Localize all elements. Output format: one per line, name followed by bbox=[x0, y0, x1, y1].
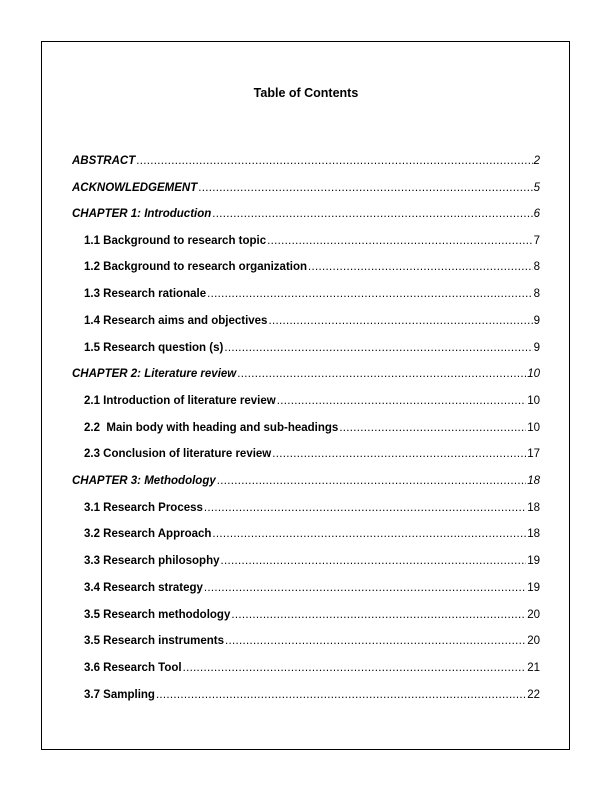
toc-entry-label: CHAPTER 2: Literature review bbox=[72, 368, 237, 380]
toc-entry-page: 10 bbox=[527, 368, 540, 380]
dot-leader bbox=[204, 581, 526, 595]
dot-leader bbox=[198, 181, 532, 195]
toc-entry-label: 1.4 Research aims and objectives bbox=[84, 315, 268, 327]
toc-entry-3-5-methodology[interactable] bbox=[84, 608, 540, 622]
toc-entry-label: 1.2 Background to research organization bbox=[84, 261, 308, 273]
toc-title: Table of Contents bbox=[253, 86, 359, 100]
toc-entry-1-1[interactable] bbox=[84, 234, 540, 248]
toc-entry-label: 2.2 Main body with heading and sub-headings bbox=[84, 422, 339, 434]
toc-entry-3-5-instruments[interactable] bbox=[84, 634, 540, 648]
toc-entry-page: 9 bbox=[533, 315, 540, 327]
dot-leader bbox=[277, 394, 526, 408]
toc-entry-label: 1.1 Background to research topic bbox=[84, 235, 267, 247]
toc-entry-page: 18 bbox=[527, 475, 540, 487]
toc-entry-label: 3.5 Research methodology bbox=[84, 609, 231, 621]
toc-entry-label: CHAPTER 1: Introduction bbox=[72, 208, 212, 220]
toc-entry-page: 8 bbox=[533, 288, 540, 300]
dot-leader bbox=[224, 341, 532, 355]
toc-entry-3-2[interactable] bbox=[84, 527, 540, 541]
toc-entry-label: 3.6 Research Tool bbox=[84, 662, 182, 674]
toc-entry-page: 19 bbox=[527, 555, 540, 567]
toc-entry-chapter-3[interactable] bbox=[72, 474, 540, 488]
toc-entry-page: 22 bbox=[527, 689, 540, 701]
toc-entry-label: CHAPTER 3: Methodology bbox=[72, 475, 216, 487]
toc-entry-1-2[interactable] bbox=[84, 260, 540, 274]
toc-entry-label: 3.4 Research strategy bbox=[84, 582, 203, 594]
toc-entry-label: ACKNOWLEDGEMENT bbox=[72, 182, 198, 194]
dot-leader bbox=[225, 634, 526, 648]
dot-leader bbox=[136, 154, 532, 168]
toc-entry-2-1[interactable] bbox=[84, 394, 540, 408]
toc-entry-page: 20 bbox=[527, 609, 540, 621]
toc-entry-label: 3.1 Research Process bbox=[84, 502, 203, 514]
dot-leader bbox=[217, 474, 526, 488]
toc-entry-page: 17 bbox=[527, 448, 540, 460]
toc-entry-page: 18 bbox=[527, 502, 540, 514]
toc-entry-label: 3.2 Research Approach bbox=[84, 528, 212, 540]
toc-entry-label: 2.1 Introduction of literature review bbox=[84, 395, 276, 407]
toc-entry-page: 21 bbox=[527, 662, 540, 674]
toc-entry-1-5[interactable] bbox=[84, 341, 540, 355]
toc-entry-3-1[interactable] bbox=[84, 501, 540, 515]
dot-leader bbox=[156, 688, 526, 702]
toc-entry-page: 19 bbox=[527, 582, 540, 594]
toc-entry-page: 10 bbox=[527, 422, 540, 434]
toc-entry-3-3[interactable] bbox=[84, 554, 540, 568]
toc-entry-label: ABSTRACT bbox=[72, 155, 136, 167]
toc-entry-page: 6 bbox=[533, 208, 540, 220]
dot-leader bbox=[221, 554, 527, 568]
dot-leader bbox=[231, 608, 526, 622]
toc-entry-2-3[interactable] bbox=[84, 447, 540, 461]
dot-leader bbox=[212, 527, 526, 541]
toc-entry-1-3[interactable] bbox=[84, 287, 540, 301]
toc-entry-1-4[interactable] bbox=[84, 314, 540, 328]
toc-entry-label: 3.7 Sampling bbox=[84, 689, 155, 701]
toc-entry-label: 3.3 Research philosophy bbox=[84, 555, 220, 567]
toc-entry-label: 2.3 Conclusion of literature review bbox=[84, 448, 272, 460]
dot-leader bbox=[308, 260, 533, 274]
toc-entry-chapter-1[interactable] bbox=[72, 207, 540, 221]
dot-leader bbox=[204, 501, 526, 515]
toc-entry-page: 2 bbox=[533, 155, 540, 167]
toc-entry-page: 18 bbox=[527, 528, 540, 540]
dot-leader bbox=[268, 314, 532, 328]
toc-entry-page: 20 bbox=[527, 635, 540, 647]
toc-entry-chapter-2[interactable] bbox=[72, 367, 540, 381]
toc-entry-acknowledgement[interactable] bbox=[72, 181, 540, 195]
dot-leader bbox=[207, 287, 533, 301]
dot-leader bbox=[272, 447, 526, 461]
dot-leader bbox=[237, 367, 526, 381]
toc-entry-page: 8 bbox=[533, 261, 540, 273]
dot-leader bbox=[183, 661, 527, 675]
toc-entry-3-4[interactable] bbox=[84, 581, 540, 595]
toc-entry-page: 7 bbox=[533, 235, 540, 247]
toc-entry-3-7[interactable] bbox=[84, 688, 540, 702]
dot-leader bbox=[267, 234, 532, 248]
toc-entry-page: 9 bbox=[533, 342, 540, 354]
toc-entry-page: 5 bbox=[533, 182, 540, 194]
toc-entry-label: 3.5 Research instruments bbox=[84, 635, 224, 647]
dot-leader bbox=[339, 421, 526, 435]
dot-leader bbox=[212, 207, 532, 221]
toc-entry-2-2[interactable] bbox=[84, 421, 540, 435]
toc-entry-abstract[interactable] bbox=[72, 154, 540, 168]
toc-entry-page: 10 bbox=[527, 395, 540, 407]
toc-entry-3-6[interactable] bbox=[84, 661, 540, 675]
toc-entry-label: 1.5 Research question (s) bbox=[84, 342, 224, 354]
toc-entry-label: 1.3 Research rationale bbox=[84, 288, 207, 300]
